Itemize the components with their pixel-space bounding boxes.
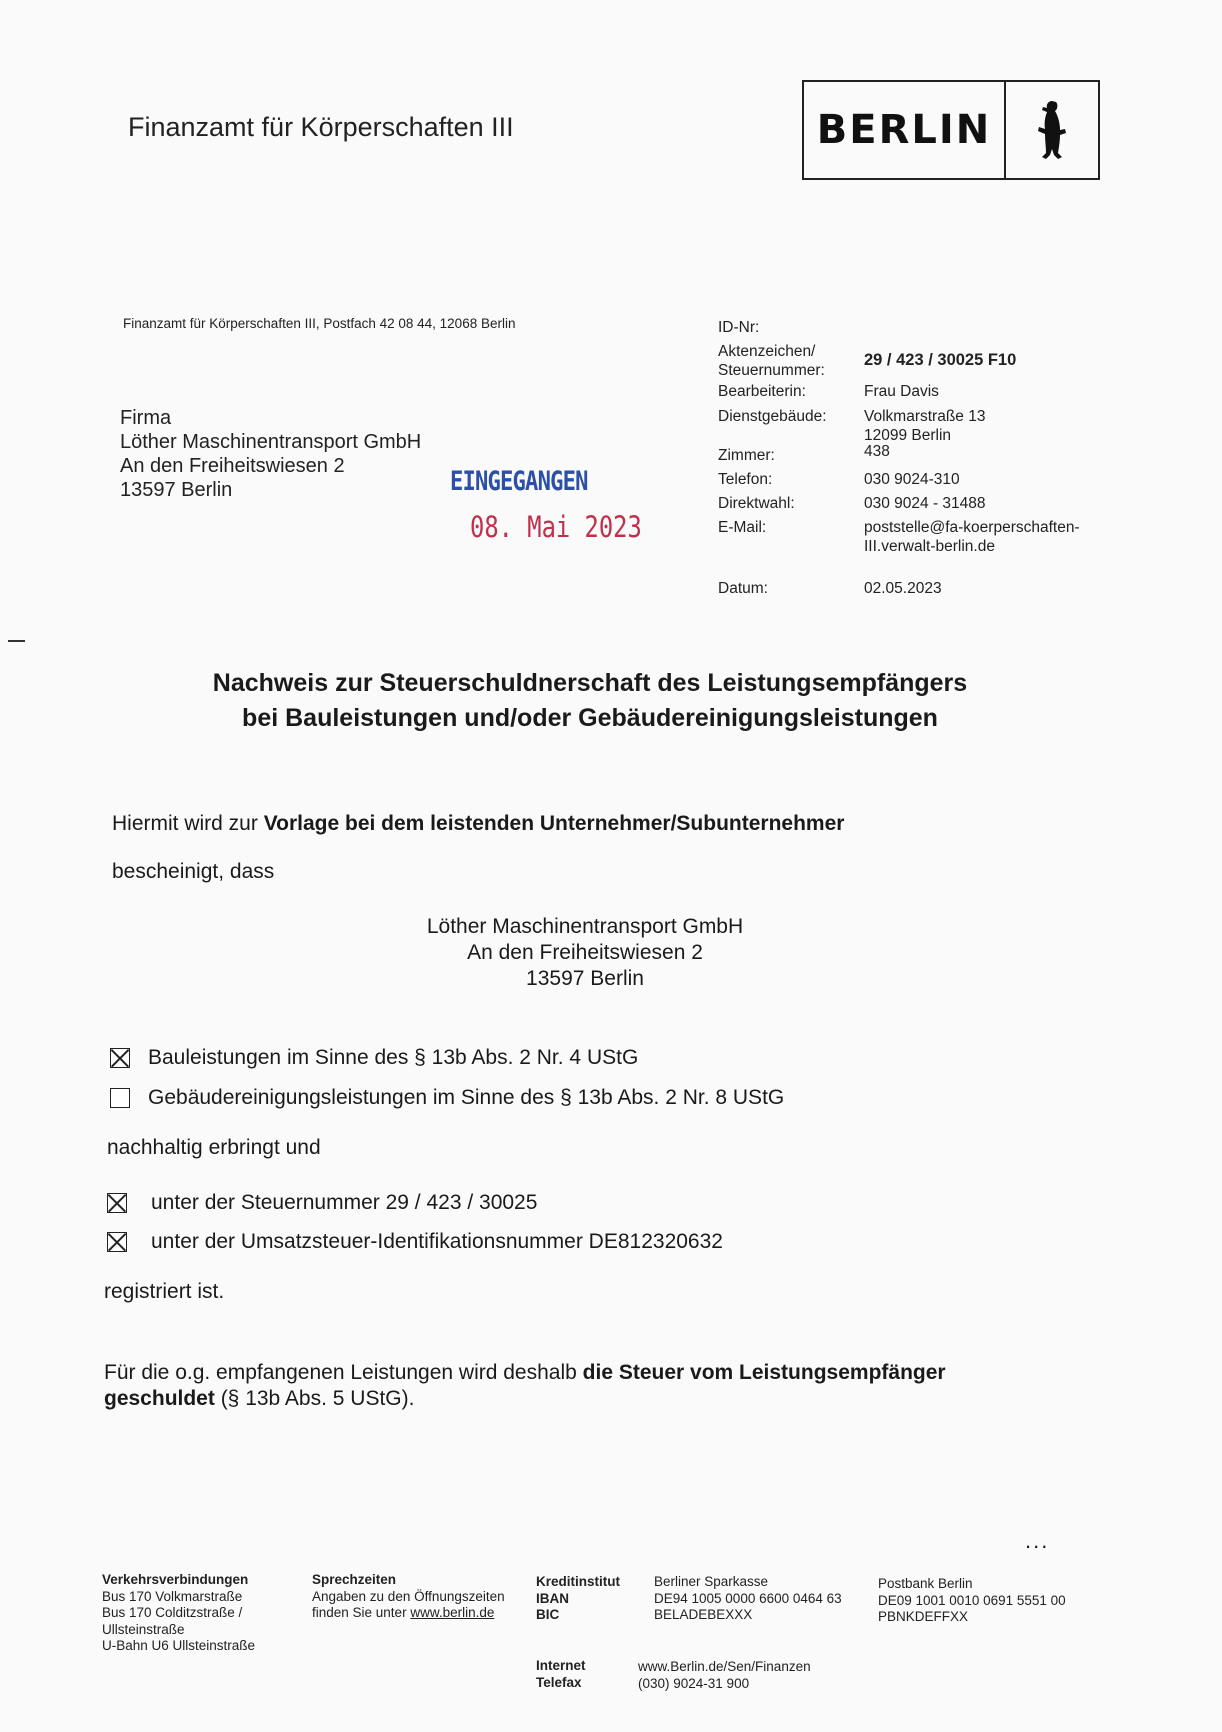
- akten-label-1: Aktenzeichen/: [718, 343, 816, 360]
- date-label: Datum:: [718, 580, 768, 597]
- recipient-line: 13597 Berlin: [120, 479, 233, 501]
- clerk-label: Bearbeiterin:: [718, 383, 806, 400]
- certified-text: bescheinigt, dass: [112, 860, 275, 883]
- authority-name: Finanzamt für Körperschaften III: [128, 112, 514, 142]
- company-line: An den Freiheitswiesen 2: [467, 941, 703, 964]
- date-value: 02.05.2023: [864, 580, 942, 597]
- recipient-line: An den Freiheitswiesen 2: [120, 455, 345, 477]
- room-value: 438: [864, 443, 890, 460]
- conclusion-bold-2: geschuldet: [104, 1387, 215, 1410]
- footer-bank-1: [654, 1574, 842, 1624]
- email-value[interactable]: [864, 518, 1104, 556]
- recipient-line: Löther Maschinentransport GmbH: [120, 431, 422, 453]
- logo-text: BERLIN: [804, 82, 1006, 178]
- transport-title: Verkehrsverbindungen: [102, 1572, 249, 1587]
- option-gebaeudereinigung: [110, 1086, 784, 1110]
- recipient-address: [120, 406, 421, 502]
- intro-paragraph: [112, 812, 844, 836]
- hours-line: finden Sie unter: [312, 1605, 411, 1620]
- document-title: [0, 666, 1180, 736]
- gebaeudereinigung-label: Gebäudereinigungsleistungen im Sinne des § 13b Abs. 2 Nr. 8 UStG: [148, 1086, 785, 1109]
- berlin-link[interactable]: www.berlin.de: [410, 1605, 495, 1620]
- akten-label-2: Steuernummer:: [718, 362, 825, 379]
- transport-line: Bus 170 Colditzstraße /: [102, 1605, 243, 1620]
- title-line-1: Nachweis zur Steuerschuldnerschaft des Leistungsempfängers: [212, 669, 968, 697]
- id-label: ID-Nr:: [718, 319, 760, 336]
- registration-steuernummer: [107, 1191, 537, 1215]
- berlin-bear-icon: [1006, 82, 1098, 178]
- fold-mark: [8, 640, 25, 642]
- footer-bank-2: [878, 1576, 1066, 1626]
- direct-dial-value: 030 9024 - 31488: [864, 495, 986, 512]
- footer-bank-labels: [536, 1574, 620, 1624]
- registration-ustid: [107, 1230, 723, 1254]
- bear-svg: [1032, 99, 1072, 161]
- bic-label: BIC: [536, 1607, 560, 1622]
- transport-line: U-Bahn U6 Ullsteinstraße: [102, 1638, 256, 1653]
- steuernummer-checkbox[interactable]: [107, 1193, 127, 1213]
- sender-address-line: Finanzamt für Körperschaften III, Postfach 42 08 44, 12068 Berlin: [123, 316, 516, 331]
- conclusion-end: (§ 13b Abs. 5 UStG).: [214, 1387, 415, 1410]
- internet-label: Internet: [536, 1658, 586, 1673]
- building-city: 12099 Berlin: [864, 427, 952, 444]
- tax-number-value: 29 / 423 / 30025 F10: [864, 351, 1017, 369]
- iban-label: IBAN: [536, 1590, 569, 1606]
- ustid-label: unter der Umsatzsteuer-Identifikationsnummer DE812320632: [151, 1230, 723, 1253]
- berlin-logo: [802, 80, 1100, 180]
- ustid-checkbox[interactable]: [107, 1232, 127, 1252]
- building-label: Dienstgebäude:: [718, 408, 827, 425]
- hours-title: Sprechzeiten: [312, 1572, 397, 1587]
- bauleistungen-checkbox[interactable]: [110, 1048, 130, 1068]
- gebaeudereinigung-checkbox[interactable]: [110, 1088, 130, 1108]
- footer-hours: [312, 1572, 505, 1622]
- email-label: E-Mail:: [718, 519, 767, 536]
- email-line-2: III.verwalt-berlin.de: [864, 538, 995, 555]
- conclusion-paragraph: [104, 1360, 946, 1412]
- conclusion-text: Für die o.g. empfangenen Leistungen wird deshalb: [104, 1361, 583, 1384]
- direct-dial-label: Direktwahl:: [718, 495, 795, 512]
- option-bauleistungen: [110, 1046, 638, 1070]
- footer-contact-values: [638, 1659, 811, 1692]
- phone-label: Telefon:: [718, 471, 773, 488]
- hours-line: Angaben zu den Öffnungszeiten: [312, 1588, 505, 1604]
- transport-line: Ullsteinstraße: [102, 1621, 185, 1637]
- bank1-name: Berliner Sparkasse: [654, 1574, 769, 1589]
- bank-label: Kreditinstitut: [536, 1574, 620, 1589]
- footer-transport: [102, 1572, 255, 1655]
- company-line: Löther Maschinentransport GmbH: [426, 915, 744, 938]
- internet-value[interactable]: www.Berlin.de/Sen/Finanzen: [638, 1659, 811, 1674]
- conclusion-bold-1: die Steuer vom Leistungsempfänger: [582, 1361, 946, 1384]
- phone-value: 030 9024-310: [864, 471, 960, 488]
- received-date-stamp: 08. Mai 2023: [470, 510, 642, 544]
- email-line-1: poststelle@fa-koerperschaften-: [864, 519, 1080, 536]
- company-line: 13597 Berlin: [526, 967, 644, 990]
- bank2-name: Postbank Berlin: [878, 1576, 973, 1591]
- clerk-value: Frau Davis: [864, 383, 939, 400]
- bauleistungen-label: Bauleistungen im Sinne des § 13b Abs. 2 Nr. 4 UStG: [148, 1046, 639, 1069]
- room-label: Zimmer:: [718, 447, 775, 464]
- case-info-block: [718, 318, 1104, 598]
- intro-text: Hiermit wird zur: [112, 812, 264, 835]
- intro-bold-text: Vorlage bei dem leistenden Unternehmer/Subunternehmer: [263, 812, 845, 835]
- continuation-mark: ...: [1025, 1528, 1050, 1553]
- telefax-value: (030) 9024-31 900: [638, 1675, 750, 1691]
- bank1-iban: DE94 1005 0000 6600 0464 63: [654, 1590, 842, 1606]
- footer-contact-labels: [536, 1658, 586, 1691]
- recipient-line: Firma: [120, 407, 172, 429]
- sustained-text: nachhaltig erbringt und: [107, 1136, 321, 1159]
- registered-text: registriert ist.: [104, 1280, 225, 1303]
- company-address: [0, 914, 1170, 992]
- building-street: Volkmarstraße 13: [864, 408, 986, 425]
- bank2-iban: DE09 1001 0010 0691 5551 00: [878, 1592, 1066, 1608]
- title-line-2: bei Bauleistungen und/oder Gebäudereinigungsleistungen: [242, 704, 938, 732]
- bank2-bic: PBNKDEFFXX: [878, 1609, 969, 1624]
- received-stamp: EINGEGANGEN: [450, 466, 588, 497]
- transport-line: Bus 170 Volkmarstraße: [102, 1588, 243, 1604]
- telefax-label: Telefax: [536, 1674, 582, 1690]
- bank1-bic: BELADEBEXXX: [654, 1607, 753, 1622]
- steuernummer-label: unter der Steuernummer 29 / 423 / 30025: [151, 1191, 538, 1214]
